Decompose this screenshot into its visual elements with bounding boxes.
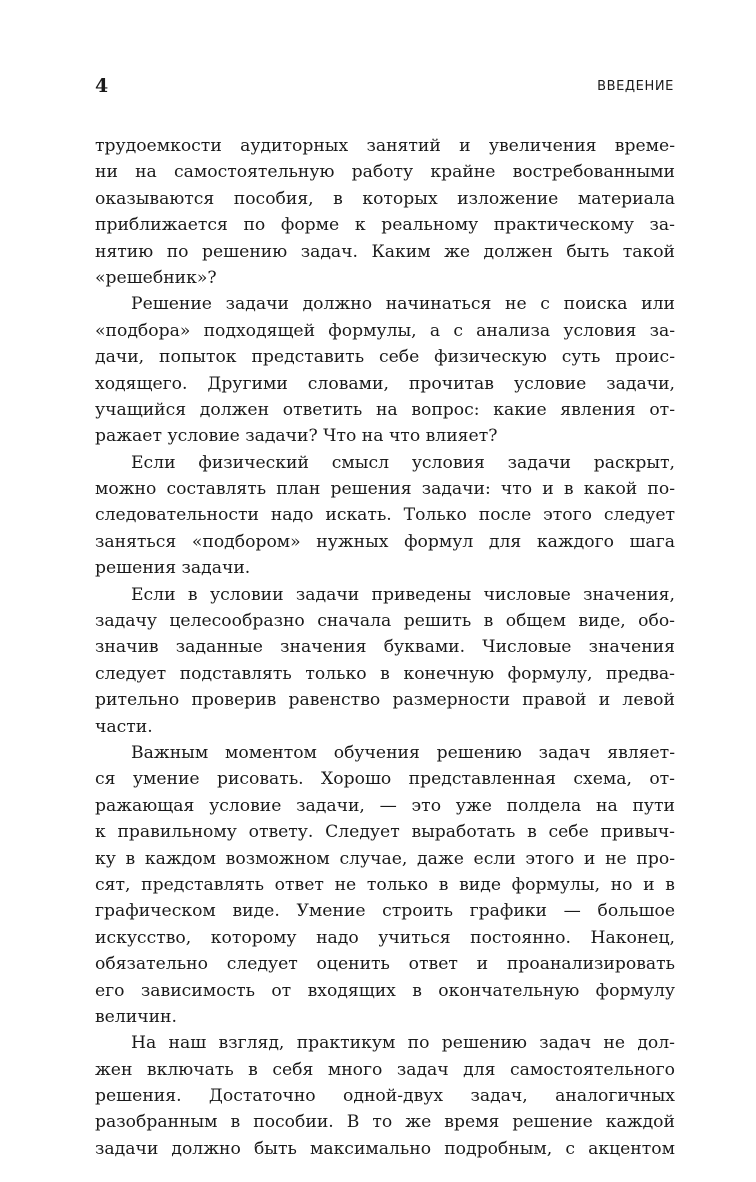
text-line: жен включать в себя много задач для самостоятельного xyxy=(95,1059,675,1080)
page-number: 4 xyxy=(95,75,109,97)
text-line: следует подставлять только в конечную формулу, предва- xyxy=(95,663,675,684)
text-line: рительно проверив равенство размерности правой и левой xyxy=(95,690,675,711)
text-line: ходящего. Другими словами, прочитав условие задачи, xyxy=(95,373,675,394)
body-text xyxy=(95,133,675,1162)
text-line: учащийся должен ответить на вопрос: какие явления от- xyxy=(95,399,675,420)
text-line: оказываются пособия, в которых изложение материала xyxy=(95,188,675,209)
text-line: следовательности надо искать. Только после этого следует xyxy=(95,505,675,526)
text-line: ся умение рисовать. Хорошо представленная схема, от- xyxy=(95,769,675,790)
text-line: сят, представлять ответ не только в виде формулы, но и в xyxy=(95,874,675,895)
text-line: заняться «подбором» нужных формул для каждого шага xyxy=(95,531,675,552)
text-line: «решебник»? xyxy=(95,267,217,288)
text-line: величин. xyxy=(95,1006,177,1027)
text-line: значив заданные значения буквами. Числовые значения xyxy=(95,637,675,658)
text-line: решения. Достаточно одной-двух задач, аналогичных xyxy=(95,1086,675,1107)
text-line: Если в условии задачи приведены числовые значения, xyxy=(131,584,675,605)
running-head xyxy=(95,74,674,98)
text-line: части. xyxy=(95,716,153,737)
text-line: к правильному ответу. Следует выработать в себе привыч- xyxy=(95,822,675,843)
text-line: обязательно следует оценить ответ и проанализировать xyxy=(95,954,675,975)
text-line: разобранным в пособии. В то же время решение каждой xyxy=(95,1112,675,1133)
text-line: ражающая условие задачи, — это уже полдела на пути xyxy=(95,795,675,816)
text-line: задачи должно быть максимально подробным, с акцентом xyxy=(95,1138,675,1159)
text-line: Если физический смысл условия задачи раскрыт, xyxy=(131,452,675,473)
text-line: Решение задачи должно начинаться не с поиска или xyxy=(131,294,675,315)
text-line: нятию по решению задач. Каким же должен быть такой xyxy=(95,241,675,262)
text-line: ку в каждом возможном случае, даже если этого и не про- xyxy=(95,848,675,869)
text-line: графическом виде. Умение строить графики — большое xyxy=(95,901,675,922)
text-line: трудоемкости аудиторных занятий и увеличения време- xyxy=(95,136,675,156)
text-line: его зависимость от входящих в окончательную формулу xyxy=(95,980,675,1001)
text-line: ражает условие задачи? Что на что влияет? xyxy=(95,426,498,447)
text-line: искусство, которому надо учиться постоянно. Наконец, xyxy=(95,927,675,948)
section-title: ВВЕДЕНИЕ xyxy=(597,79,674,94)
text-line: задачу целесообразно сначала решить в общем виде, обо- xyxy=(95,611,675,632)
text-line: Важным моментом обучения решению задач являет- xyxy=(131,742,675,763)
text-line: На наш взгляд, практикум по решению задач не дол- xyxy=(131,1033,675,1054)
text-line: приближается по форме к реальному практическому за- xyxy=(95,215,675,236)
text-line: ни на самостоятельную работу крайне востребованными xyxy=(95,162,675,183)
text-line: можно составлять план решения задачи: что и в какой по- xyxy=(95,479,675,500)
text-line: «подбора» подходящей формулы, а с анализа условия за- xyxy=(95,320,675,341)
text-line: решения задачи. xyxy=(95,558,251,579)
text-line: дачи, попыток представить себе физическую суть проис- xyxy=(95,347,675,368)
